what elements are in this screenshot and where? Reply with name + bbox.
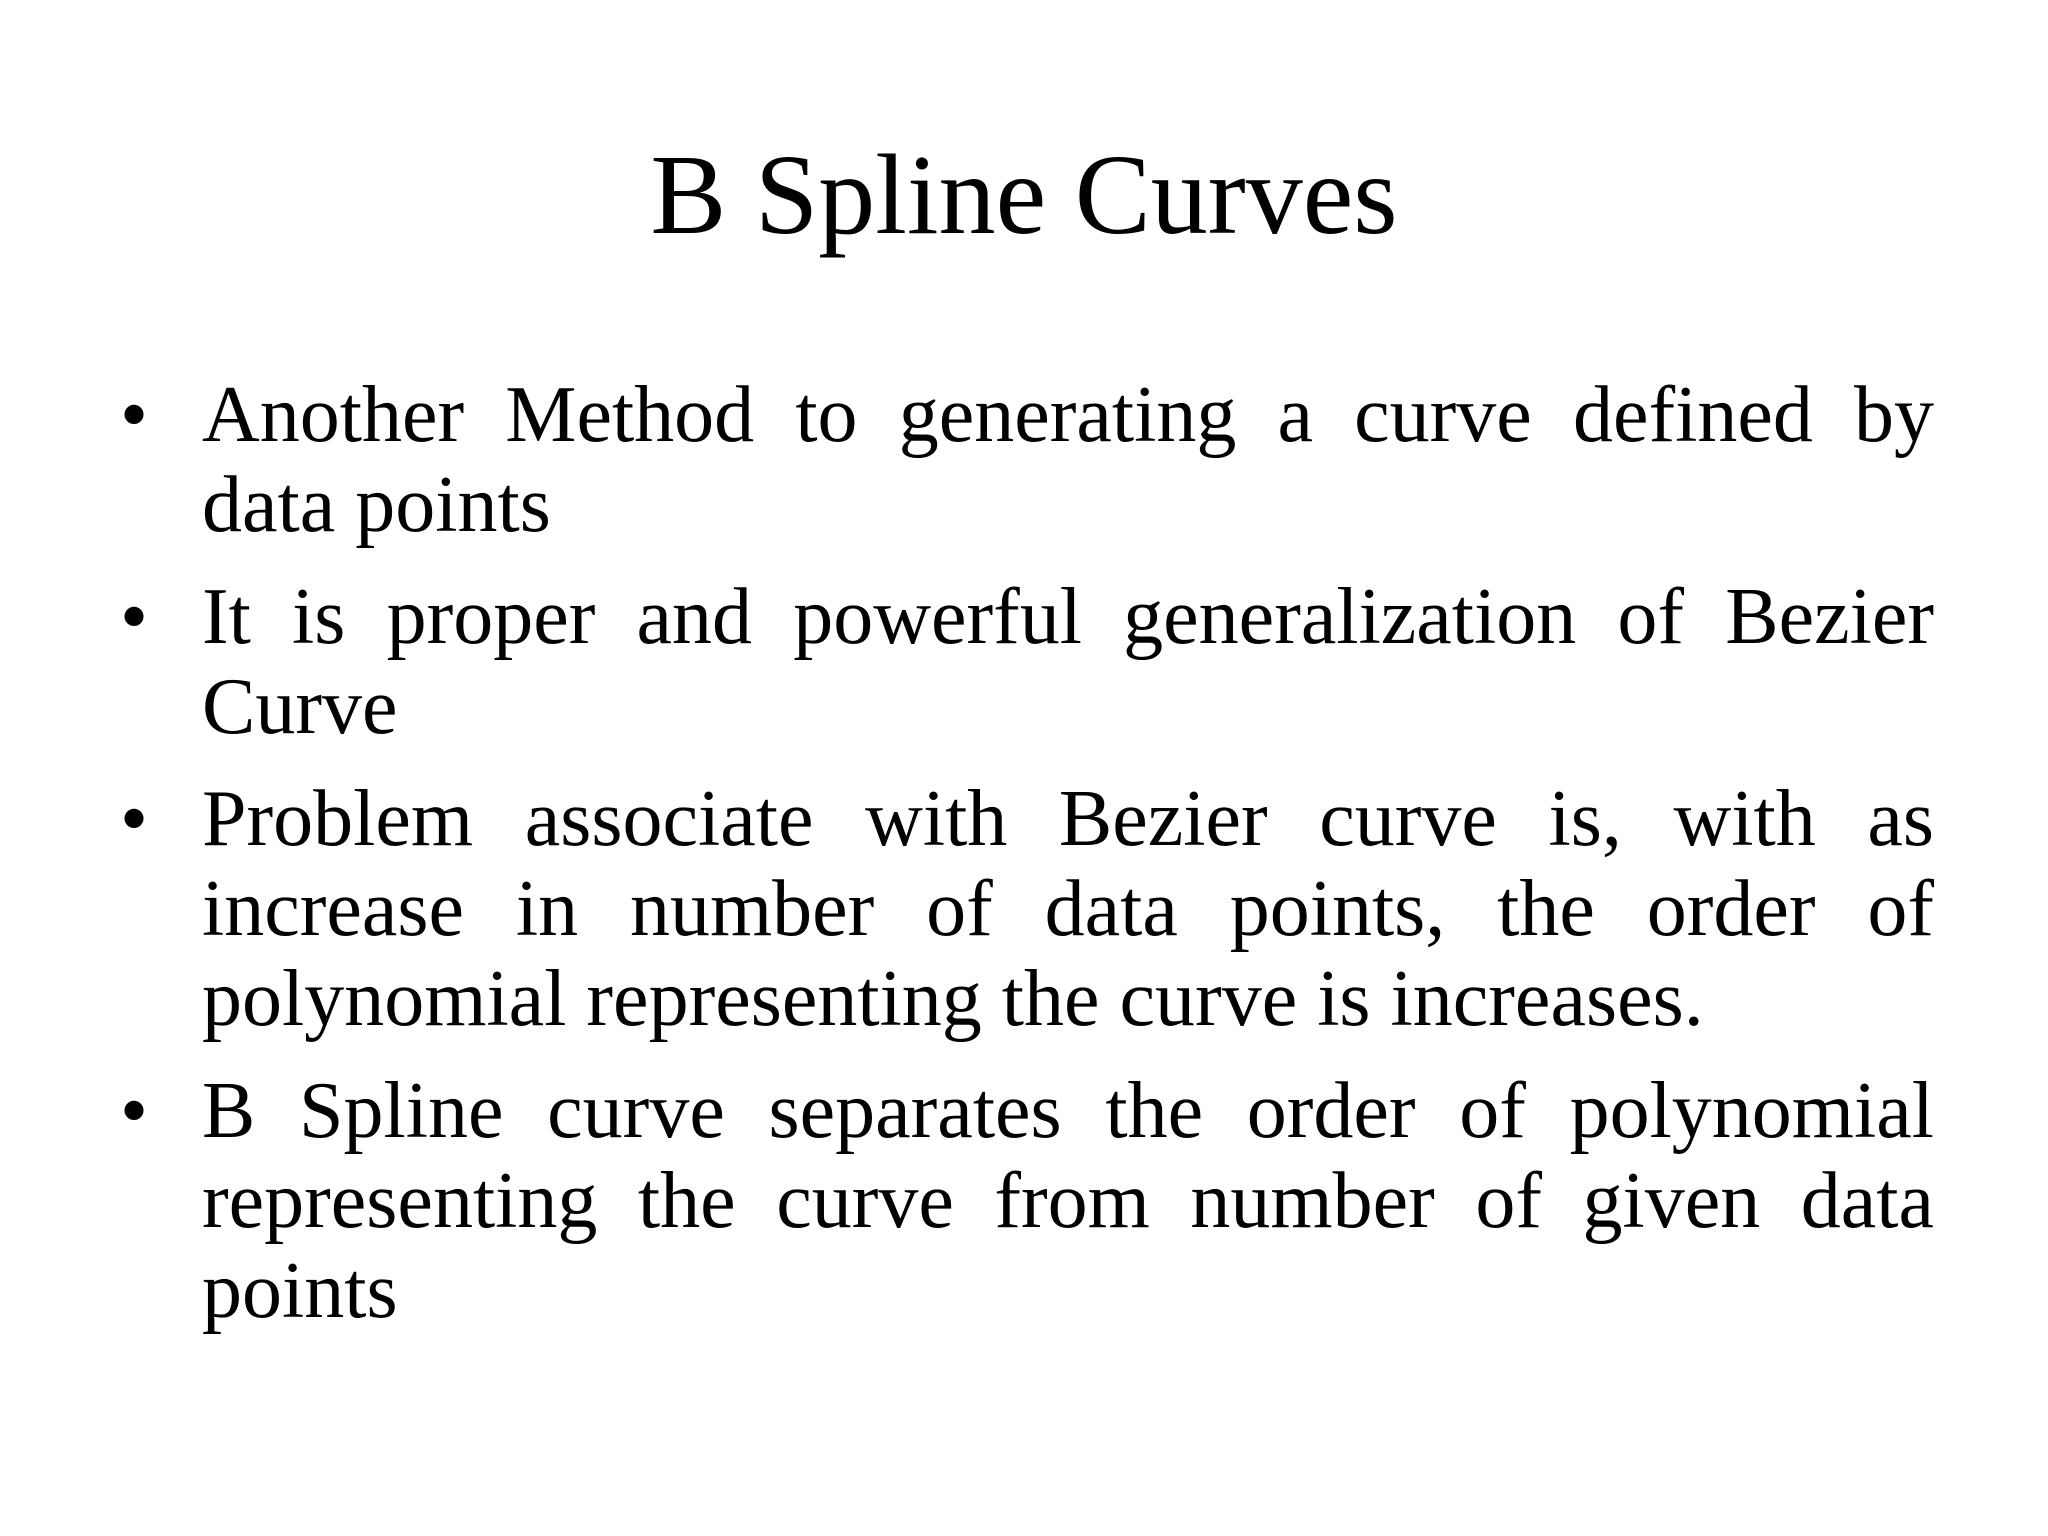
bullet-list [118,370,1934,1358]
bullet-text: Problem associate with Bezier curve is, with as increase in number of data points, the order of polynomial representing the curve is increases. [202,775,1934,1043]
bullet-text: Another Method to generating a curve defined by data points [202,371,1934,549]
bullet-dot-icon: • [120,775,149,863]
bullet-text: B Spline curve separates the order of polynomial representing the curve from number of given data points [202,1067,1934,1335]
bullet-dot-icon: • [120,1067,149,1155]
bullet-dot-icon: • [120,371,149,459]
bullet-text: It is proper and powerful generalization of Bezier Curve [202,573,1934,751]
bullet-dot-icon: • [120,573,149,661]
bullet-item [118,572,1934,752]
bullet-item [118,774,1934,1044]
slide-title: B Spline Curves [650,131,1398,258]
bullet-item [118,370,1934,550]
bullet-item [118,1066,1934,1336]
